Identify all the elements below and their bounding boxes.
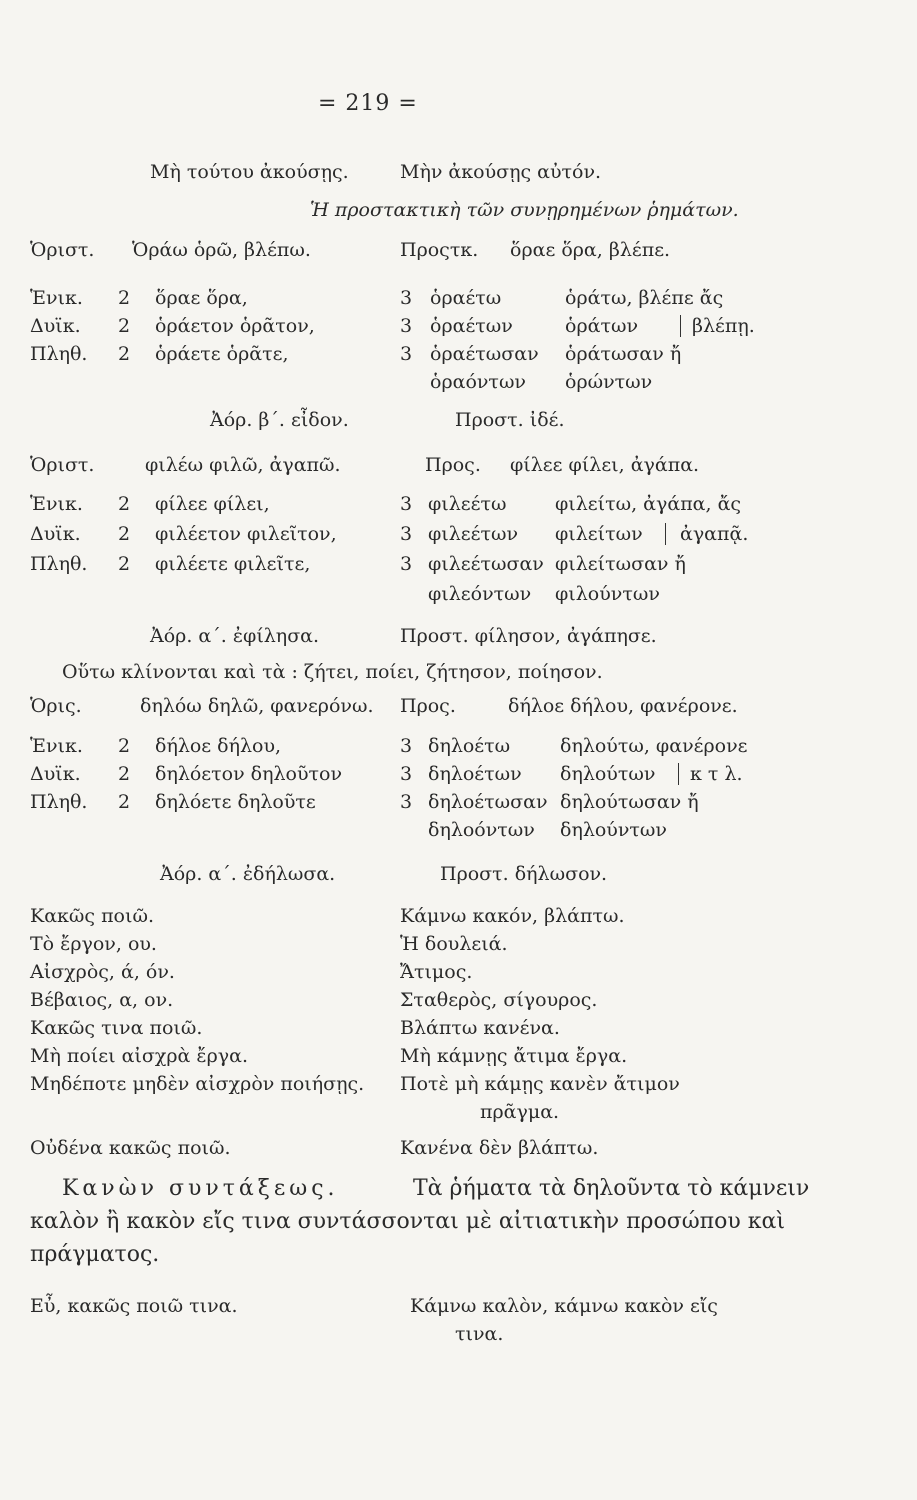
row-number: 2 — [118, 523, 131, 545]
row-third-c: κ τ λ. — [690, 763, 743, 785]
row-forms: δηλόετον δηλοῦτον — [155, 763, 343, 785]
row-number-third: 3 — [400, 553, 413, 575]
vocab-right: Κανένα δὲν βλάπτω. — [400, 1137, 599, 1159]
row-number-third: 3 — [400, 315, 413, 337]
rule-line-2: καλὸν ἢ κακὸν εἴς τινα συντάσσονται μὲ αἰτιατικὴν προσώπου καὶ — [30, 1209, 785, 1234]
row-third-a: δηλοέτωσαν — [428, 791, 548, 813]
vocab-right: Ἡ δουλειά. — [400, 933, 508, 955]
indicative-label: Ὁρις. — [30, 695, 82, 717]
extra-form-a: φιλεόντων — [428, 583, 532, 605]
indicative-label: Ὁριστ. — [30, 454, 95, 476]
bracket-divider — [678, 763, 679, 785]
extra-form-b: δηλούντων — [560, 819, 667, 841]
vocab-left: Κακῶς ποιῶ. — [30, 905, 154, 927]
vocab-right: Μὴ κάμνῃς ἄτιμα ἔργα. — [400, 1045, 628, 1067]
vocab-right: πρᾶγμα. — [480, 1101, 560, 1123]
row-number: 2 — [118, 493, 131, 515]
row-third-b: φιλείτωσαν ἤ — [555, 553, 686, 575]
row-third-b: ὁράτων — [565, 315, 638, 337]
top-right-phrase: Μὴν ἀκούσῃς αὐτόν. — [400, 161, 602, 183]
aorist-line: Ἀόρ. β΄. εἶδον. — [210, 409, 349, 431]
row-label: Ἑνικ. — [30, 493, 83, 515]
row-number: 2 — [118, 287, 131, 309]
rule-line-1: Τὰ ῥήματα τὰ δηλοῦντα τὸ κάμνειν — [413, 1176, 810, 1201]
row-number: 2 — [118, 343, 131, 365]
row-number-third: 3 — [400, 735, 413, 757]
row-third-a: δηλοέτω — [428, 735, 511, 757]
row-third-b: δηλούτω, φανέρονε — [560, 735, 748, 757]
row-third-c: ἀγαπᾷ. — [680, 523, 749, 545]
row-number-third: 3 — [400, 763, 413, 785]
row-number: 2 — [118, 553, 131, 575]
row-forms: ὅραε ὅρα, — [155, 287, 248, 309]
vocab-left: Οὐδένα κακῶς ποιῶ. — [30, 1137, 231, 1159]
top-left-phrase: Μὴ τούτου ἀκούσῃς. — [150, 161, 349, 183]
vocab-right: Ἄτιμος. — [400, 961, 473, 983]
row-third-a: ὁραέτων — [430, 315, 513, 337]
row-third-a: φιλεέτω — [428, 493, 507, 515]
imperative-label: Προς. — [425, 454, 481, 476]
row-label: Δυϊκ. — [30, 315, 81, 337]
row-third-a: φιλεέτων — [428, 523, 519, 545]
row-third-b: δηλούτωσαν ἤ — [560, 791, 699, 813]
row-number: 2 — [118, 315, 131, 337]
row-label: Δυϊκ. — [30, 763, 81, 785]
conjugation-note: Οὕτω κλίνονται καὶ τὰ : ζήτει, ποίει, ζήτησον, ποίησον. — [62, 661, 603, 683]
row-third-b: δηλούτων — [560, 763, 656, 785]
row-third-a: φιλεέτωσαν — [428, 553, 544, 575]
aorist-imperative: Προστ. ἰδέ. — [455, 409, 565, 431]
vocab-right: Ποτὲ μὴ κάμῃς κανὲν ἄτιμον — [400, 1073, 680, 1095]
indicative-label: Ὁριστ. — [30, 239, 95, 261]
row-number-third: 3 — [400, 791, 413, 813]
imperative-forms: δήλοε δήλου, φανέρονε. — [508, 695, 738, 717]
row-label: Πληθ. — [30, 791, 88, 813]
row-label: Δυϊκ. — [30, 523, 81, 545]
imperative-label: Προςτκ. — [400, 239, 479, 261]
bracket-divider — [680, 315, 681, 337]
final-example-right: Κάμνω καλὸν, κάμνω κακὸν εἴς — [410, 1295, 718, 1317]
aorist-imperative: Προστ. δήλωσον. — [440, 863, 608, 885]
row-forms: δήλοε δήλου, — [155, 735, 282, 757]
imperative-label: Προς. — [400, 695, 456, 717]
vocab-left: Αἰσχρὸς, ά, όν. — [30, 961, 175, 983]
bracket-divider — [665, 523, 666, 545]
row-forms: ὁράετον ὁρᾶτον, — [155, 315, 315, 337]
row-label: Ἑνικ. — [30, 287, 83, 309]
indicative-forms: φιλέω φιλῶ, ἀγαπῶ. — [145, 454, 341, 476]
row-number-third: 3 — [400, 343, 413, 365]
imperative-forms: φίλεε φίλει, ἀγάπα. — [510, 454, 700, 476]
rule-line-3: πράγματος. — [30, 1242, 160, 1267]
vocab-right: Κάμνω κακόν, βλάπτω. — [400, 905, 625, 927]
row-third-b: ὁράτωσαν ἤ — [565, 343, 682, 365]
row-label: Πληθ. — [30, 553, 88, 575]
row-third-b: φιλείτω, ἀγάπα, ἄς — [555, 493, 742, 515]
row-forms: φιλέετε φιλεῖτε, — [155, 553, 311, 575]
row-forms: φίλεε φίλει, — [155, 493, 270, 515]
row-forms: φιλέετον φιλεῖτον, — [155, 523, 337, 545]
row-third-b: φιλείτων — [555, 523, 643, 545]
row-label: Ἑνικ. — [30, 735, 83, 757]
aorist-line: Ἀόρ. α΄. ἐφίλησα. — [150, 625, 320, 647]
row-number-third: 3 — [400, 523, 413, 545]
row-number: 2 — [118, 791, 131, 813]
final-example-right-cont: τινα. — [455, 1323, 504, 1345]
section-title: Ἡ προστακτικὴ τῶν συνῃρημένων ῥημάτων. — [310, 199, 739, 221]
row-third-b: ὁράτω, βλέπε ἄς — [565, 287, 724, 309]
row-forms: ὁράετε ὁρᾶτε, — [155, 343, 289, 365]
extra-form-b: ὁρώντων — [565, 371, 653, 393]
row-third-a: ὁραέτωσαν — [430, 343, 539, 365]
final-example-left: Εὖ, κακῶς ποιῶ τινα. — [30, 1295, 238, 1317]
row-forms: δηλόετε δηλοῦτε — [155, 791, 316, 813]
row-number-third: 3 — [400, 287, 413, 309]
vocab-left: Κακῶς τινα ποιῶ. — [30, 1017, 203, 1039]
indicative-forms: Ὁράω ὁρῶ, βλέπω. — [132, 239, 311, 261]
extra-form-b: φιλούντων — [555, 583, 660, 605]
row-number-third: 3 — [400, 493, 413, 515]
row-label: Πληθ. — [30, 343, 88, 365]
vocab-left: Μὴ ποίει αἰσχρὰ ἔργα. — [30, 1045, 248, 1067]
row-number: 2 — [118, 763, 131, 785]
imperative-forms: ὅραε ὅρα, βλέπε. — [510, 239, 671, 261]
row-third-a: ὁραέτω — [430, 287, 502, 309]
vocab-left: Μηδέποτε μηδὲν αἰσχρὸν ποιήσῃς. — [30, 1073, 365, 1095]
extra-form-a: ὁραόντων — [430, 371, 526, 393]
page-number: = 219 = — [318, 91, 418, 116]
vocab-right: Σταθερὸς, σίγουρος. — [400, 989, 598, 1011]
extra-form-a: δηλοόντων — [428, 819, 535, 841]
row-third-c: βλέπῃ. — [692, 315, 755, 337]
vocab-right: Βλάπτω κανένα. — [400, 1017, 560, 1039]
row-third-a: δηλοέτων — [428, 763, 522, 785]
aorist-imperative: Προστ. φίλησον, ἀγάπησε. — [400, 625, 657, 647]
vocab-left: Βέβαιος, α, ον. — [30, 989, 174, 1011]
aorist-line: Ἀόρ. α΄. ἐδήλωσα. — [160, 863, 336, 885]
indicative-forms: δηλόω δηλῶ, φανερόνω. — [140, 695, 374, 717]
row-number: 2 — [118, 735, 131, 757]
rule-heading: Κανὼν συντάξεως. — [62, 1176, 339, 1201]
vocab-left: Τὸ ἔργον, ου. — [30, 933, 157, 955]
